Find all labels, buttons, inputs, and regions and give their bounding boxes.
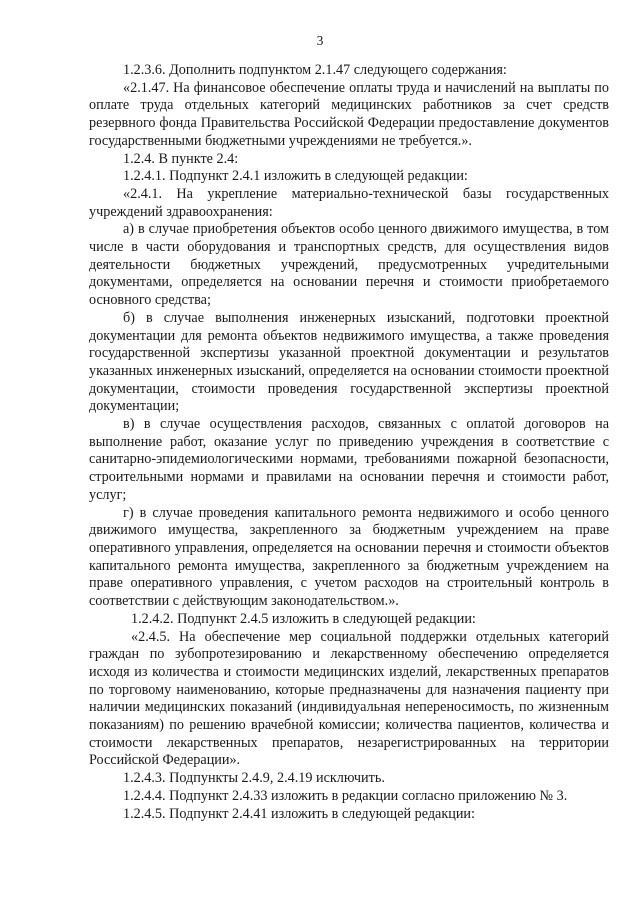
paragraph-2-4-1: «2.4.1. На укрепление материально-технической базы государственных учреждений здравоохранения: xyxy=(89,185,609,220)
paragraph-1-2-4-4: 1.2.4.4. Подпункт 2.4.33 изложить в редакции согласно приложению № 3. xyxy=(123,787,568,804)
paragraph-1-2-4-3: 1.2.4.3. Подпункты 2.4.9, 2.4.19 исключить. xyxy=(123,770,385,787)
paragraph-1-2-4-5: 1.2.4.5. Подпункт 2.4.41 изложить в следующей редакции: xyxy=(123,805,475,822)
page-number: 3 xyxy=(316,33,324,48)
document-body xyxy=(89,62,609,823)
paragraph-1-2-4: 1.2.4. В пункте 2.4: xyxy=(123,150,239,167)
paragraph-2-4-1-g: г) в случае проведения капитального ремонта недвижимого и особо ценного движимого имущества, закрепленного за бюджетным учреждением на праве оперативного управления, определяется на основании перечня и стоимости объектов капитального ремонта имущества, закрепленного за бюджетным учреждением на праве оперативного управления, с учетом расходов на строительный контроль в соответствии с действующим законодательством.». xyxy=(89,504,609,610)
paragraph-1-2-4-2: 1.2.4.2. Подпункт 2.4.5 изложить в следующей редакции: xyxy=(131,610,476,627)
paragraph-2-4-5: «2.4.5. На обеспечение мер социальной поддержки отдельных категорий граждан по зубопротезированию и лекарственному обеспечению определяется исходя из количества и стоимости медицинских изделий, лекарственных препаратов по торговому наименованию, которые предназначены для назначения пациенту при наличии медицинских показаний (индивидуальная непереносимость, по жизненным показаниям) по решению врачебной комиссии; количества пациентов, количества и стоимости лекарственных препаратов, незарегистрированных на территории Российской Федерации». xyxy=(89,628,609,769)
paragraph-2-4-1-a: а) в случае приобретения объектов особо ценного движимого имущества, в том числе в части оборудования и транспортных средств, для осуществления видов деятельности бюджетных учреждений, предусмотренных учредительными документами, определяется на основании перечня и стоимости приобретаемого основного средства; xyxy=(89,221,609,309)
paragraph-1-2-4-1: 1.2.4.1. Подпункт 2.4.1 изложить в следующей редакции: xyxy=(123,168,468,185)
paragraph-2-1-47: «2.1.47. На финансовое обеспечение оплаты труда и начислений на выплаты по оплате труда отдельных категорий медицинских работников за счет средств резервного фонда Правительства Российской Федерации предоставление документов государственными бюджетными учреждениями не требуется.». xyxy=(89,79,609,149)
paragraph-1-2-3-6: 1.2.3.6. Дополнить подпунктом 2.1.47 следующего содержания: xyxy=(123,62,507,78)
paragraph-2-4-1-b: б) в случае выполнения инженерных изысканий, подготовки проектной документации для ремонта объектов недвижимого имущества, а также проведения государственной экспертизы указанной проектной документации и результатов указанных инженерных изысканий, определяется на основании стоимости проектной документации, стоимости проведения государственной экспертизы проектной документации; xyxy=(89,309,609,415)
paragraph-2-4-1-v: в) в случае осуществления расходов, связанных с оплатой договоров на выполнение работ, оказание услуг по приведению учреждения в соответствие с санитарно-эпидемиологическими нормами, требованиями пожарной безопасности, строительными нормами и правилами на основании перечня и стоимости работ, услуг; xyxy=(89,416,609,503)
